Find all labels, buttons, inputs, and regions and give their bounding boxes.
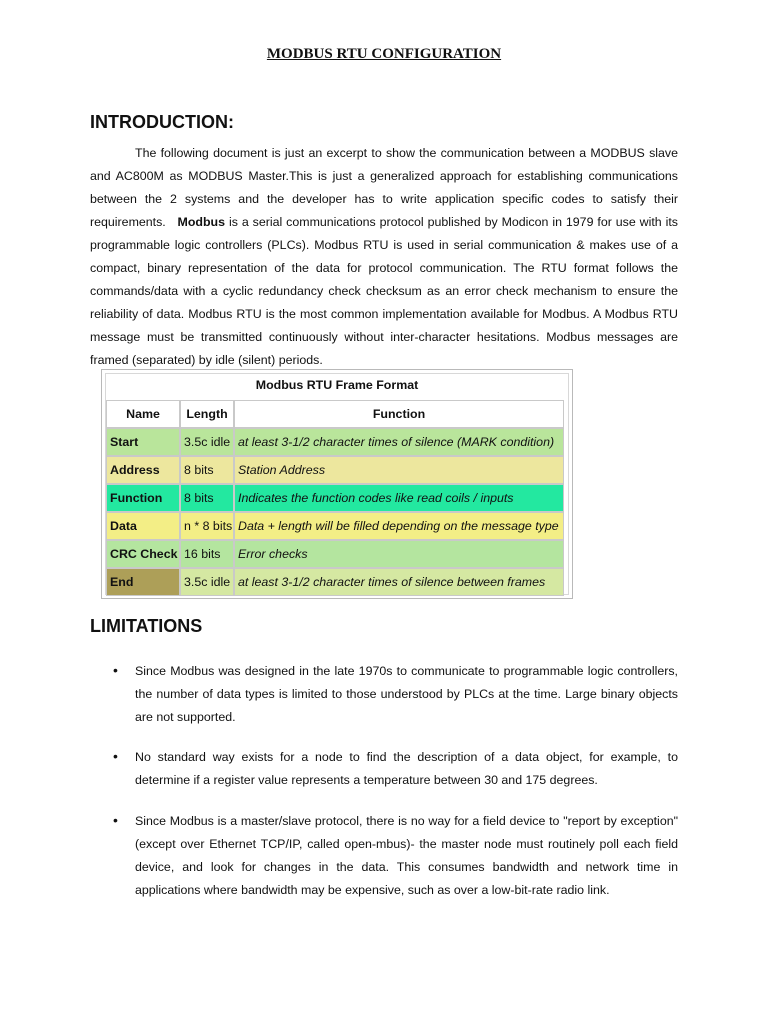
table-cell-name: Data [106, 512, 180, 540]
table-header-cell: Length [180, 400, 234, 428]
table-cell-length: n * 8 bits [180, 512, 234, 540]
bullet-icon: • [113, 662, 118, 678]
intro-text-1: The following document is just an excerpt to show the communication between a MODBUS slave and AC800M as MODBUS Master.This is just a generalized approach for establishing communications between the 2 systems and the developer has to write application specific codes to satisfy their requirements. [90, 146, 678, 229]
bullet-icon: • [113, 748, 118, 764]
table-cell-function: at least 3-1/2 character times of silence (MARK condition) [234, 428, 564, 456]
table-cell-function: at least 3-1/2 character times of silence between frames [234, 568, 564, 596]
intro-text-2: is a serial communications protocol published by Modicon in 1979 for use with its programmable logic controllers (PLCs). Modbus RTU is used in serial communication & makes use of a compact, binary representation of the data for protocol communication. The RTU format follows the commands/data with a cyclic redundancy check checksum as an error check mechanism to ensure the reliability of data. Modbus RTU is the most common implementation available for Modbus. A Modbus RTU message must be transmitted continuously without inter-character hesitations. Modbus messages are framed (separated) by idle (silent) periods. [90, 215, 678, 367]
table-cell-name: Address [106, 456, 180, 484]
frame-format-table [101, 369, 573, 599]
limitation-item: No standard way exists for a node to find the description of a data object, for example, to determine if a register value represents a temperature between 30 and 175 degrees. [135, 750, 678, 787]
introduction-paragraph [90, 142, 678, 372]
table-cell-function: Station Address [234, 456, 564, 484]
frame-format-table-inner [105, 373, 569, 595]
table-cell-name: End [106, 568, 180, 596]
table-cell-length: 16 bits [180, 540, 234, 568]
table-header-cell: Function [234, 400, 564, 428]
table-title: Modbus RTU Frame Format [255, 378, 419, 392]
limitation-item: Since Modbus is a master/slave protocol, there is no way for a field device to "report by exception" (except over Ethernet TCP/IP, called open-mbus)- the master node must routinely poll each field device, and look for changes in the data. This consumes bandwidth and network time in applications where bandwidth may be expensive, such as over a low-bit-rate radio link. [135, 814, 678, 897]
introduction-heading: INTRODUCTION: [90, 112, 234, 132]
table-cell-length: 3.5c idle [180, 568, 234, 596]
bullet-icon: • [113, 812, 118, 828]
table-cell-name: Function [106, 484, 180, 512]
limitation-item: Since Modbus was designed in the late 1970s to communicate to programmable logic controllers, the number of data types is limited to those understood by PLCs at the time. Large binary objects are not supported. [135, 664, 678, 724]
table-header-cell: Name [106, 400, 180, 428]
table-cell-length: 3.5c idle [180, 428, 234, 456]
table-cell-name: CRC Check [106, 540, 180, 568]
table-cell-function: Error checks [234, 540, 564, 568]
table-cell-length: 8 bits [180, 484, 234, 512]
intro-bold-modbus: Modbus [177, 215, 226, 229]
document-title: MODBUS RTU CONFIGURATION [266, 46, 502, 62]
table-cell-function: Data + length will be filled depending on the message type [234, 512, 564, 540]
table-cell-name: Start [106, 428, 180, 456]
table-cell-function: Indicates the function codes like read coils / inputs [234, 484, 564, 512]
limitations-heading: LIMITATIONS [90, 616, 203, 636]
table-cell-length: 8 bits [180, 456, 234, 484]
